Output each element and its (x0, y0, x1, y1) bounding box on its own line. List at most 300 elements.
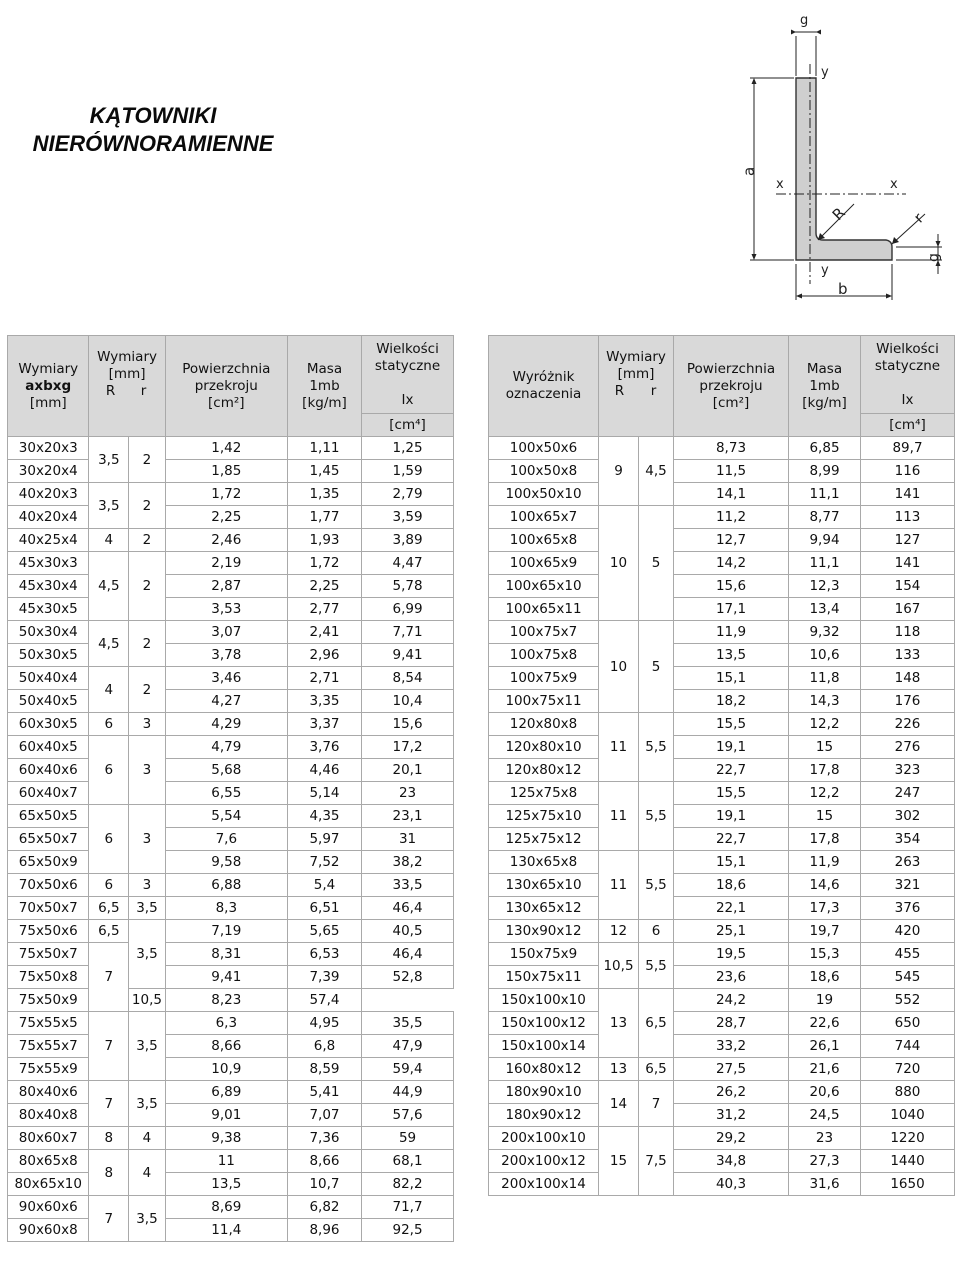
radius-r-cell: 3,5 (129, 897, 166, 920)
header-mass-unit: [kg/m] (802, 394, 847, 411)
table-row (8, 1104, 454, 1127)
table-row (489, 667, 955, 690)
mass-per-meter-cell: 20,6 (789, 1081, 861, 1104)
moment-of-inertia-ix-cell: 354 (861, 828, 955, 851)
mass-per-meter-cell: 8,96 (287, 1219, 361, 1242)
moment-of-inertia-ix-cell: 1040 (861, 1104, 955, 1127)
radius-r-cell: 6,5 (639, 989, 674, 1058)
mass-per-meter-cell: 3,76 (287, 736, 361, 759)
table-row (489, 874, 955, 897)
moment-of-inertia-ix-cell: 302 (861, 805, 955, 828)
moment-of-inertia-ix-cell: 17,2 (362, 736, 454, 759)
moment-of-inertia-ix-cell: 1220 (861, 1127, 955, 1150)
moment-of-inertia-ix-cell: 23,1 (362, 805, 454, 828)
radius-r-cell: 5,5 (639, 713, 674, 782)
cross-section-area-cell: 27,5 (674, 1058, 789, 1081)
radius-r-cell: 3,5 (129, 1196, 166, 1242)
table-row (8, 598, 454, 621)
profile-designation-cell: 80x65x8 (8, 1150, 89, 1173)
header-ix-unit: [cm⁴] (362, 414, 454, 437)
moment-of-inertia-ix-cell: 1440 (861, 1150, 955, 1173)
radius-r-cell: 3 (129, 805, 166, 874)
moment-of-inertia-ix-cell: 650 (861, 1012, 955, 1035)
profile-designation-cell: 60x30x5 (8, 713, 89, 736)
header-mass (287, 336, 361, 437)
moment-of-inertia-ix-cell: 46,4 (362, 943, 454, 966)
radius-R-cell: 4 (89, 529, 129, 552)
radius-r-cell: 3 (129, 874, 166, 897)
table-row (8, 644, 454, 667)
profile-designation-cell: 150x100x10 (489, 989, 599, 1012)
radius-r-cell: 5,5 (639, 782, 674, 851)
table-row (8, 667, 454, 690)
table-row (8, 1081, 454, 1104)
table-row (8, 690, 454, 713)
radius-R-cell: 3,5 (89, 437, 129, 483)
mass-per-meter-cell: 1,45 (287, 460, 361, 483)
header-mass-unit: [kg/m] (302, 394, 347, 411)
radius-R-cell: 7 (89, 1196, 129, 1242)
header-R: R (105, 383, 116, 400)
cross-section-area-cell: 19,1 (674, 736, 789, 759)
mass-per-meter-cell: 1,35 (287, 483, 361, 506)
profile-designation-cell: 130x65x8 (489, 851, 599, 874)
mass-per-meter-cell: 10,6 (789, 644, 861, 667)
cross-section-area-cell: 5,68 (165, 759, 287, 782)
profile-designation-cell: 30x20x3 (8, 437, 89, 460)
radius-R-cell: 11 (599, 851, 639, 920)
table-row (489, 920, 955, 943)
radius-r-cell: 2 (129, 667, 166, 713)
moment-of-inertia-ix-cell: 376 (861, 897, 955, 920)
moment-of-inertia-ix-cell: 82,2 (362, 1173, 454, 1196)
table-row (8, 460, 454, 483)
mass-per-meter-cell: 4,95 (287, 1012, 361, 1035)
profile-designation-cell: 80x65x10 (8, 1173, 89, 1196)
mass-per-meter-cell: 4,35 (287, 805, 361, 828)
radius-R-cell: 14 (599, 1081, 639, 1127)
cross-section-area-cell: 7,6 (165, 828, 287, 851)
cross-section-area-cell: 14,1 (674, 483, 789, 506)
mass-per-meter-cell: 6,53 (287, 943, 361, 966)
header-dimensions-mm (89, 336, 165, 414)
cross-section-area-cell: 31,2 (674, 1104, 789, 1127)
cross-section-area-cell: 22,7 (674, 828, 789, 851)
header-mass-line2: 1mb (809, 377, 840, 394)
moment-of-inertia-ix-cell: 6,99 (362, 598, 454, 621)
cross-section-area-cell: 8,66 (165, 1035, 287, 1058)
mass-per-meter-cell: 5,97 (287, 828, 361, 851)
cross-section-area-cell: 3,07 (165, 621, 287, 644)
mass-per-meter-cell: 5,65 (287, 920, 361, 943)
moment-of-inertia-ix-cell: 57,6 (362, 1104, 454, 1127)
cross-section-area-cell: 10,5 (129, 989, 166, 1012)
radius-r-cell: 3 (129, 736, 166, 805)
mass-per-meter-cell: 27,3 (789, 1150, 861, 1173)
table-row (489, 621, 955, 644)
moment-of-inertia-ix-cell: 321 (861, 874, 955, 897)
radius-R-cell: 7 (89, 1012, 129, 1081)
cross-section-area-cell: 1,85 (165, 460, 287, 483)
cross-section-area-cell: 28,7 (674, 1012, 789, 1035)
table-row (8, 1012, 454, 1035)
moment-of-inertia-ix-cell: 2,79 (362, 483, 454, 506)
moment-of-inertia-ix-cell: 10,4 (362, 690, 454, 713)
mass-per-meter-cell: 19 (789, 989, 861, 1012)
cross-section-area-cell: 13,5 (674, 644, 789, 667)
profile-designation-cell: 30x20x4 (8, 460, 89, 483)
header-ix: Ix (401, 391, 414, 408)
angle-profile-diagram (730, 8, 955, 308)
cross-section-area-cell: 29,2 (674, 1127, 789, 1150)
cross-section-area-cell: 8,73 (674, 437, 789, 460)
mass-per-meter-cell: 5,14 (287, 782, 361, 805)
radius-R-cell: 11 (599, 713, 639, 782)
moment-of-inertia-ix-cell: 247 (861, 782, 955, 805)
profile-designation-cell: 80x60x7 (8, 1127, 89, 1150)
moment-of-inertia-ix-cell: 57,4 (287, 989, 361, 1012)
table-row (8, 506, 454, 529)
table-row (8, 1173, 454, 1196)
header-cross-section-area (165, 336, 287, 437)
header-dims-unit: [mm] (617, 366, 655, 383)
moment-of-inertia-ix-cell: 92,5 (362, 1219, 454, 1242)
moment-of-inertia-ix-cell: 20,1 (362, 759, 454, 782)
header-dimensions-mm (599, 336, 674, 414)
moment-of-inertia-ix-cell: 154 (861, 575, 955, 598)
profile-designation-cell: 100x65x8 (489, 529, 599, 552)
mass-per-meter-cell: 2,25 (287, 575, 361, 598)
profile-designation-cell: 90x60x6 (8, 1196, 89, 1219)
radius-R-cell: 4,5 (89, 621, 129, 667)
cross-section-area-cell: 11,5 (674, 460, 789, 483)
radius-r-cell: 3,5 (129, 1012, 166, 1081)
cross-section-area-cell: 33,2 (674, 1035, 789, 1058)
cross-section-area-cell: 22,1 (674, 897, 789, 920)
profile-designation-cell: 40x20x4 (8, 506, 89, 529)
radius-r-cell: 5,5 (639, 943, 674, 989)
table-row (8, 943, 454, 966)
radius-r-cell: 5,5 (639, 851, 674, 920)
cross-section-area-cell: 6,55 (165, 782, 287, 805)
table-row (8, 1196, 454, 1219)
radius-r-cell: 7 (639, 1081, 674, 1127)
radius-r-cell: 3,5 (129, 920, 166, 989)
radius-r-cell: 2 (129, 529, 166, 552)
axis-label-x-right: x (890, 177, 898, 192)
profile-designation-cell: 150x100x14 (489, 1035, 599, 1058)
radius-R-cell: 4 (89, 667, 129, 713)
profile-designation-cell: 150x75x11 (489, 966, 599, 989)
radius-r-cell: 4 (129, 1150, 166, 1196)
mass-per-meter-cell: 12,3 (789, 575, 861, 598)
radius-R-cell: 4,5 (89, 552, 129, 621)
profile-designation-cell: 50x40x5 (8, 690, 89, 713)
profile-designation-cell: 125x75x8 (489, 782, 599, 805)
mass-per-meter-cell: 14,6 (789, 874, 861, 897)
cross-section-area-cell: 19,5 (674, 943, 789, 966)
header-designation (489, 336, 599, 437)
mass-per-meter-cell: 7,39 (287, 966, 361, 989)
profile-designation-cell: 200x100x10 (489, 1127, 599, 1150)
table-row (8, 621, 454, 644)
moment-of-inertia-ix-cell: 545 (861, 966, 955, 989)
dim-label-g-side: g (926, 253, 942, 262)
table-row (8, 1219, 454, 1242)
moment-of-inertia-ix-cell: 141 (861, 552, 955, 575)
moment-of-inertia-ix-cell: 1,25 (362, 437, 454, 460)
profile-designation-cell: 60x40x5 (8, 736, 89, 759)
mass-per-meter-cell: 2,77 (287, 598, 361, 621)
table-row (8, 897, 454, 920)
moment-of-inertia-ix-cell: 118 (861, 621, 955, 644)
cross-section-area-cell: 7,19 (165, 920, 287, 943)
profile-designation-cell: 100x50x6 (489, 437, 599, 460)
moment-of-inertia-ix-cell: 127 (861, 529, 955, 552)
mass-per-meter-cell: 23 (789, 1127, 861, 1150)
cross-section-area-cell: 9,38 (165, 1127, 287, 1150)
dim-label-g-top: g (800, 13, 809, 28)
profile-designation-cell: 45x30x3 (8, 552, 89, 575)
table-row (8, 1035, 454, 1058)
mass-per-meter-cell: 24,5 (789, 1104, 861, 1127)
table-row (489, 1081, 955, 1104)
header-static-values (362, 336, 454, 414)
profile-designation-cell: 130x90x12 (489, 920, 599, 943)
page-title-line-1: KĄTOWNIKI (89, 103, 217, 128)
moment-of-inertia-ix-cell: 167 (861, 598, 955, 621)
profile-designation-cell: 125x75x12 (489, 828, 599, 851)
table-row (8, 437, 454, 460)
profile-designation-cell: 90x60x8 (8, 1219, 89, 1242)
mass-per-meter-cell: 12,2 (789, 782, 861, 805)
mass-per-meter-cell: 4,46 (287, 759, 361, 782)
profile-designation-cell: 200x100x14 (489, 1173, 599, 1196)
profile-designation-cell: 100x75x7 (489, 621, 599, 644)
profile-designation-cell: 180x90x10 (489, 1081, 599, 1104)
profile-designation-cell: 130x65x10 (489, 874, 599, 897)
header-ix: Ix (901, 391, 914, 408)
table-row (489, 943, 955, 966)
table-row (8, 713, 454, 736)
page-title-line-2: NIERÓWNORAMIENNE (32, 131, 274, 156)
cross-section-area-cell: 9,58 (165, 851, 287, 874)
cross-section-area-cell: 40,3 (674, 1173, 789, 1196)
mass-per-meter-cell: 2,71 (287, 667, 361, 690)
cross-section-area-cell: 15,5 (674, 713, 789, 736)
table-row (8, 1127, 454, 1150)
radius-r-cell: 7,5 (639, 1127, 674, 1196)
mass-per-meter-cell: 31,6 (789, 1173, 861, 1196)
header-static-values (861, 336, 955, 414)
profile-designation-cell: 80x40x8 (8, 1104, 89, 1127)
moment-of-inertia-ix-cell: 420 (861, 920, 955, 943)
mass-per-meter-cell: 14,3 (789, 690, 861, 713)
table-row (8, 782, 454, 805)
table-row (8, 828, 454, 851)
moment-of-inertia-ix-cell: 323 (861, 759, 955, 782)
radius-r-cell: 2 (129, 437, 166, 483)
profile-designation-cell: 80x40x6 (8, 1081, 89, 1104)
moment-of-inertia-ix-cell: 3,59 (362, 506, 454, 529)
radius-R-cell: 6,5 (89, 897, 129, 920)
mass-per-meter-cell: 17,3 (789, 897, 861, 920)
profile-designation-cell: 75x50x6 (8, 920, 89, 943)
moment-of-inertia-ix-cell: 455 (861, 943, 955, 966)
radius-R-cell: 12 (599, 920, 639, 943)
cross-section-area-cell: 6,89 (165, 1081, 287, 1104)
radius-R-cell: 10 (599, 621, 639, 713)
header-dims-spacer (599, 414, 674, 437)
moment-of-inertia-ix-cell: 744 (861, 1035, 955, 1058)
moment-of-inertia-ix-cell: 46,4 (362, 897, 454, 920)
dim-label-a: a (740, 166, 758, 176)
profile-designation-cell: 200x100x12 (489, 1150, 599, 1173)
moment-of-inertia-ix-cell: 1650 (861, 1173, 955, 1196)
mass-per-meter-cell: 1,77 (287, 506, 361, 529)
mass-per-meter-cell: 15 (789, 805, 861, 828)
cross-section-area-cell: 11,4 (165, 1219, 287, 1242)
cross-section-area-cell: 2,46 (165, 529, 287, 552)
cross-section-area-cell: 9,01 (165, 1104, 287, 1127)
header-area-line1: Powierzchnia (686, 360, 776, 377)
moment-of-inertia-ix-cell: 263 (861, 851, 955, 874)
table-row (8, 1058, 454, 1081)
radius-r-cell: 2 (129, 552, 166, 621)
profile-designation-cell: 65x50x9 (8, 851, 89, 874)
moment-of-inertia-ix-cell: 276 (861, 736, 955, 759)
cross-section-area-cell: 4,79 (165, 736, 287, 759)
cross-section-area-cell: 1,72 (165, 483, 287, 506)
header-cross-section-area (674, 336, 789, 437)
profile-designation-cell: 160x80x12 (489, 1058, 599, 1081)
radius-r-cell: 6 (639, 920, 674, 943)
radius-R-cell: 9 (599, 437, 639, 506)
table-row (8, 920, 454, 943)
mass-per-meter-cell: 8,23 (165, 989, 287, 1012)
table-row (8, 1150, 454, 1173)
cross-section-area-cell: 1,42 (165, 437, 287, 460)
mass-per-meter-cell: 1,93 (287, 529, 361, 552)
profile-designation-cell: 75x50x9 (8, 989, 89, 1012)
profile-designation-cell: 40x20x3 (8, 483, 89, 506)
radius-R-cell: 7 (89, 1081, 129, 1127)
mass-per-meter-cell: 6,82 (287, 1196, 361, 1219)
mass-per-meter-cell: 3,35 (287, 690, 361, 713)
moment-of-inertia-ix-cell: 880 (861, 1081, 955, 1104)
cross-section-area-cell: 25,1 (674, 920, 789, 943)
profile-designation-cell: 45x30x5 (8, 598, 89, 621)
header-static-line2: statyczne (874, 357, 941, 374)
header-r: r (650, 383, 657, 400)
mass-per-meter-cell: 2,96 (287, 644, 361, 667)
cross-section-area-cell: 13,5 (165, 1173, 287, 1196)
moment-of-inertia-ix-cell: 59 (362, 1127, 454, 1150)
profile-designation-cell: 100x50x10 (489, 483, 599, 506)
axis-label-x-left: x (776, 177, 784, 192)
cross-section-area-cell: 11 (165, 1150, 287, 1173)
cross-section-area-cell: 8,3 (165, 897, 287, 920)
mass-per-meter-cell: 9,32 (789, 621, 861, 644)
radius-R-cell: 13 (599, 1058, 639, 1081)
cross-section-area-cell: 10,9 (165, 1058, 287, 1081)
moment-of-inertia-ix-cell: 31 (362, 828, 454, 851)
header-static-line1: Wielkości (876, 340, 939, 357)
mass-per-meter-cell: 15,3 (789, 943, 861, 966)
mass-per-meter-cell: 7,52 (287, 851, 361, 874)
profile-designation-cell: 40x25x4 (8, 529, 89, 552)
profile-designation-cell: 180x90x12 (489, 1104, 599, 1127)
cross-section-area-cell: 19,1 (674, 805, 789, 828)
moment-of-inertia-ix-cell: 68,1 (362, 1150, 454, 1173)
mass-per-meter-cell: 1,72 (287, 552, 361, 575)
cross-section-area-cell: 14,2 (674, 552, 789, 575)
table-row (8, 759, 454, 782)
cross-section-area-cell: 23,6 (674, 966, 789, 989)
mass-per-meter-cell: 13,4 (789, 598, 861, 621)
mass-per-meter-cell: 17,8 (789, 828, 861, 851)
moment-of-inertia-ix-cell: 23 (362, 782, 454, 805)
table-row (8, 874, 454, 897)
profile-designation-cell: 100x75x11 (489, 690, 599, 713)
header-R: R (614, 383, 625, 400)
table-row (489, 529, 955, 552)
mass-per-meter-cell: 5,41 (287, 1081, 361, 1104)
mass-per-meter-cell: 17,8 (789, 759, 861, 782)
moment-of-inertia-ix-cell: 3,89 (362, 529, 454, 552)
axis-label-y-top: y (821, 65, 829, 80)
mass-per-meter-cell: 8,59 (287, 1058, 361, 1081)
cross-section-area-cell: 15,5 (674, 782, 789, 805)
moment-of-inertia-ix-cell: 15,6 (362, 713, 454, 736)
radius-R-cell: 6,5 (89, 920, 129, 943)
cross-section-area-cell: 5,54 (165, 805, 287, 828)
header-dims-label: Wymiary (97, 349, 157, 366)
profile-designation-cell: 75x55x7 (8, 1035, 89, 1058)
profile-designation-cell: 100x65x7 (489, 506, 599, 529)
moment-of-inertia-ix-cell: 116 (861, 460, 955, 483)
header-static-line2: statyczne (374, 357, 441, 374)
profile-designation-cell: 75x50x8 (8, 966, 89, 989)
profile-designation-cell: 70x50x7 (8, 897, 89, 920)
table-row (8, 966, 454, 989)
radius-R-cell: 6 (89, 805, 129, 874)
moment-of-inertia-ix-cell: 47,9 (362, 1035, 454, 1058)
profile-designation-cell: 65x50x5 (8, 805, 89, 828)
cross-section-area-cell: 9,41 (165, 966, 287, 989)
mass-per-meter-cell: 1,11 (287, 437, 361, 460)
radius-r-cell: 2 (129, 621, 166, 667)
mass-per-meter-cell: 18,6 (789, 966, 861, 989)
profile-designation-cell: 120x80x10 (489, 736, 599, 759)
moment-of-inertia-ix-cell: 71,7 (362, 1196, 454, 1219)
profile-designation-cell: 65x50x7 (8, 828, 89, 851)
cross-section-area-cell: 18,2 (674, 690, 789, 713)
radius-R-cell: 6 (89, 874, 129, 897)
mass-per-meter-cell: 9,94 (789, 529, 861, 552)
table-row (489, 897, 955, 920)
profile-designation-cell: 125x75x10 (489, 805, 599, 828)
dim-label-b: b (838, 280, 848, 298)
header-designation-line2: oznaczenia (505, 386, 582, 402)
table-row (489, 575, 955, 598)
header-ix-unit: [cm⁴] (861, 414, 955, 437)
radius-R-cell: 7 (89, 943, 129, 1012)
profile-designation-cell: 60x40x7 (8, 782, 89, 805)
radius-R-cell: 10 (599, 506, 639, 621)
mass-per-meter-cell: 8,66 (287, 1150, 361, 1173)
cross-section-area-cell: 4,27 (165, 690, 287, 713)
